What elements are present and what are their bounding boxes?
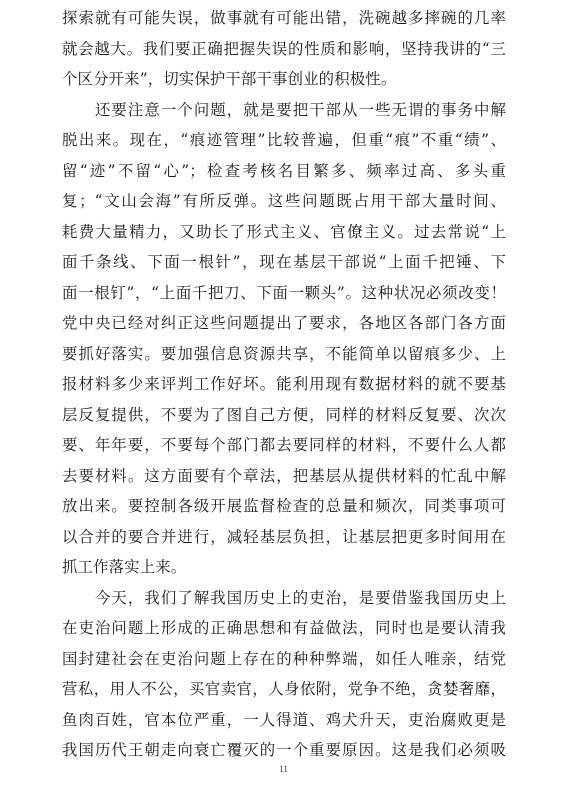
text-line: 在吏治问题上形成的正确思想和有益做法，同时也是要认清我: [62, 619, 506, 637]
text-line: 党中央已经对纠正这些问题提出了要求，各地区各部门各方面: [62, 314, 506, 332]
text-line: 要、年年要，不要每个部门都去要同样的材料，不要什么人都: [62, 436, 506, 454]
text-line: 报材料多少来评判工作好坏。能利用现有数据材料的就不要基: [62, 375, 506, 393]
text-line: 复；“文山会海”有所反弹。这些问题既占用干部大量时间、: [62, 192, 506, 210]
text-line: 留“迹”不留“心”；检查考核名目繁多、频率过高、多头重: [62, 161, 506, 180]
text-line: 脱出来。现在，“痕迹管理”比较普遍，但重“痕”不重“绩”、: [62, 131, 506, 149]
text-line: 要抓好落实。要加强信息资源共享，不能简单以留痕多少、上: [62, 344, 506, 363]
text-line: 营私，用人不公，买官卖官，人身依附，党争不绝，贪婪奢靡，: [62, 680, 506, 698]
text-line: 层反复提供，不要为了图自己方便，同样的材料反复要、次次: [62, 405, 506, 424]
text-line: 鱼肉百姓，官本位严重，一人得道、鸡犬升天，吏治腐败更是: [62, 710, 506, 729]
text-line: 我国历代王朝走向衰亡覆灭的一个重要原因。这是我们必须吸: [62, 741, 506, 759]
text-line: 还要注意一个问题，就是要把干部从一些无谓的事务中解: [62, 100, 506, 119]
text-line: 抓工作落实上来。: [62, 558, 187, 576]
text-line: 就会越大。我们要正确把握失误的性质和影响，坚持我讲的“三: [62, 39, 506, 58]
text-line: 耗费大量精力，又助长了形式主义、官僚主义。过去常说“上: [62, 222, 506, 241]
page-number: 11: [279, 764, 288, 774]
text-line: 面一根钉”，“上面千把刀、下面一颗头”。这种状况必须改变！: [62, 283, 506, 302]
text-line: 国封建社会在吏治问题上存在的种种弊端，如任人唯亲，结党: [62, 649, 506, 668]
text-line: 探索就有可能失误，做事就有可能出错，洗碗越多摔碗的几率: [62, 9, 506, 27]
text-line: 面千条线、下面一根针”，现在基层干部说“上面千把锤、下: [62, 253, 506, 271]
text-line: 今天，我们了解我国历史上的吏治，是要借鉴我国历史上: [62, 588, 506, 607]
document-body: [62, 3, 506, 766]
text-line: 放出来。要控制各级开展监督检查的总量和频次，同类事项可: [62, 497, 506, 515]
text-line: 个区分开来”，切实保护干部干事创业的积极性。: [62, 70, 397, 88]
text-line: 以合并的要合并进行，减轻基层负担，让基层把更多时间用在: [62, 527, 506, 546]
text-line: 去要材料。这方面要有个章法，把基层从提供材料的忙乱中解: [62, 466, 506, 485]
